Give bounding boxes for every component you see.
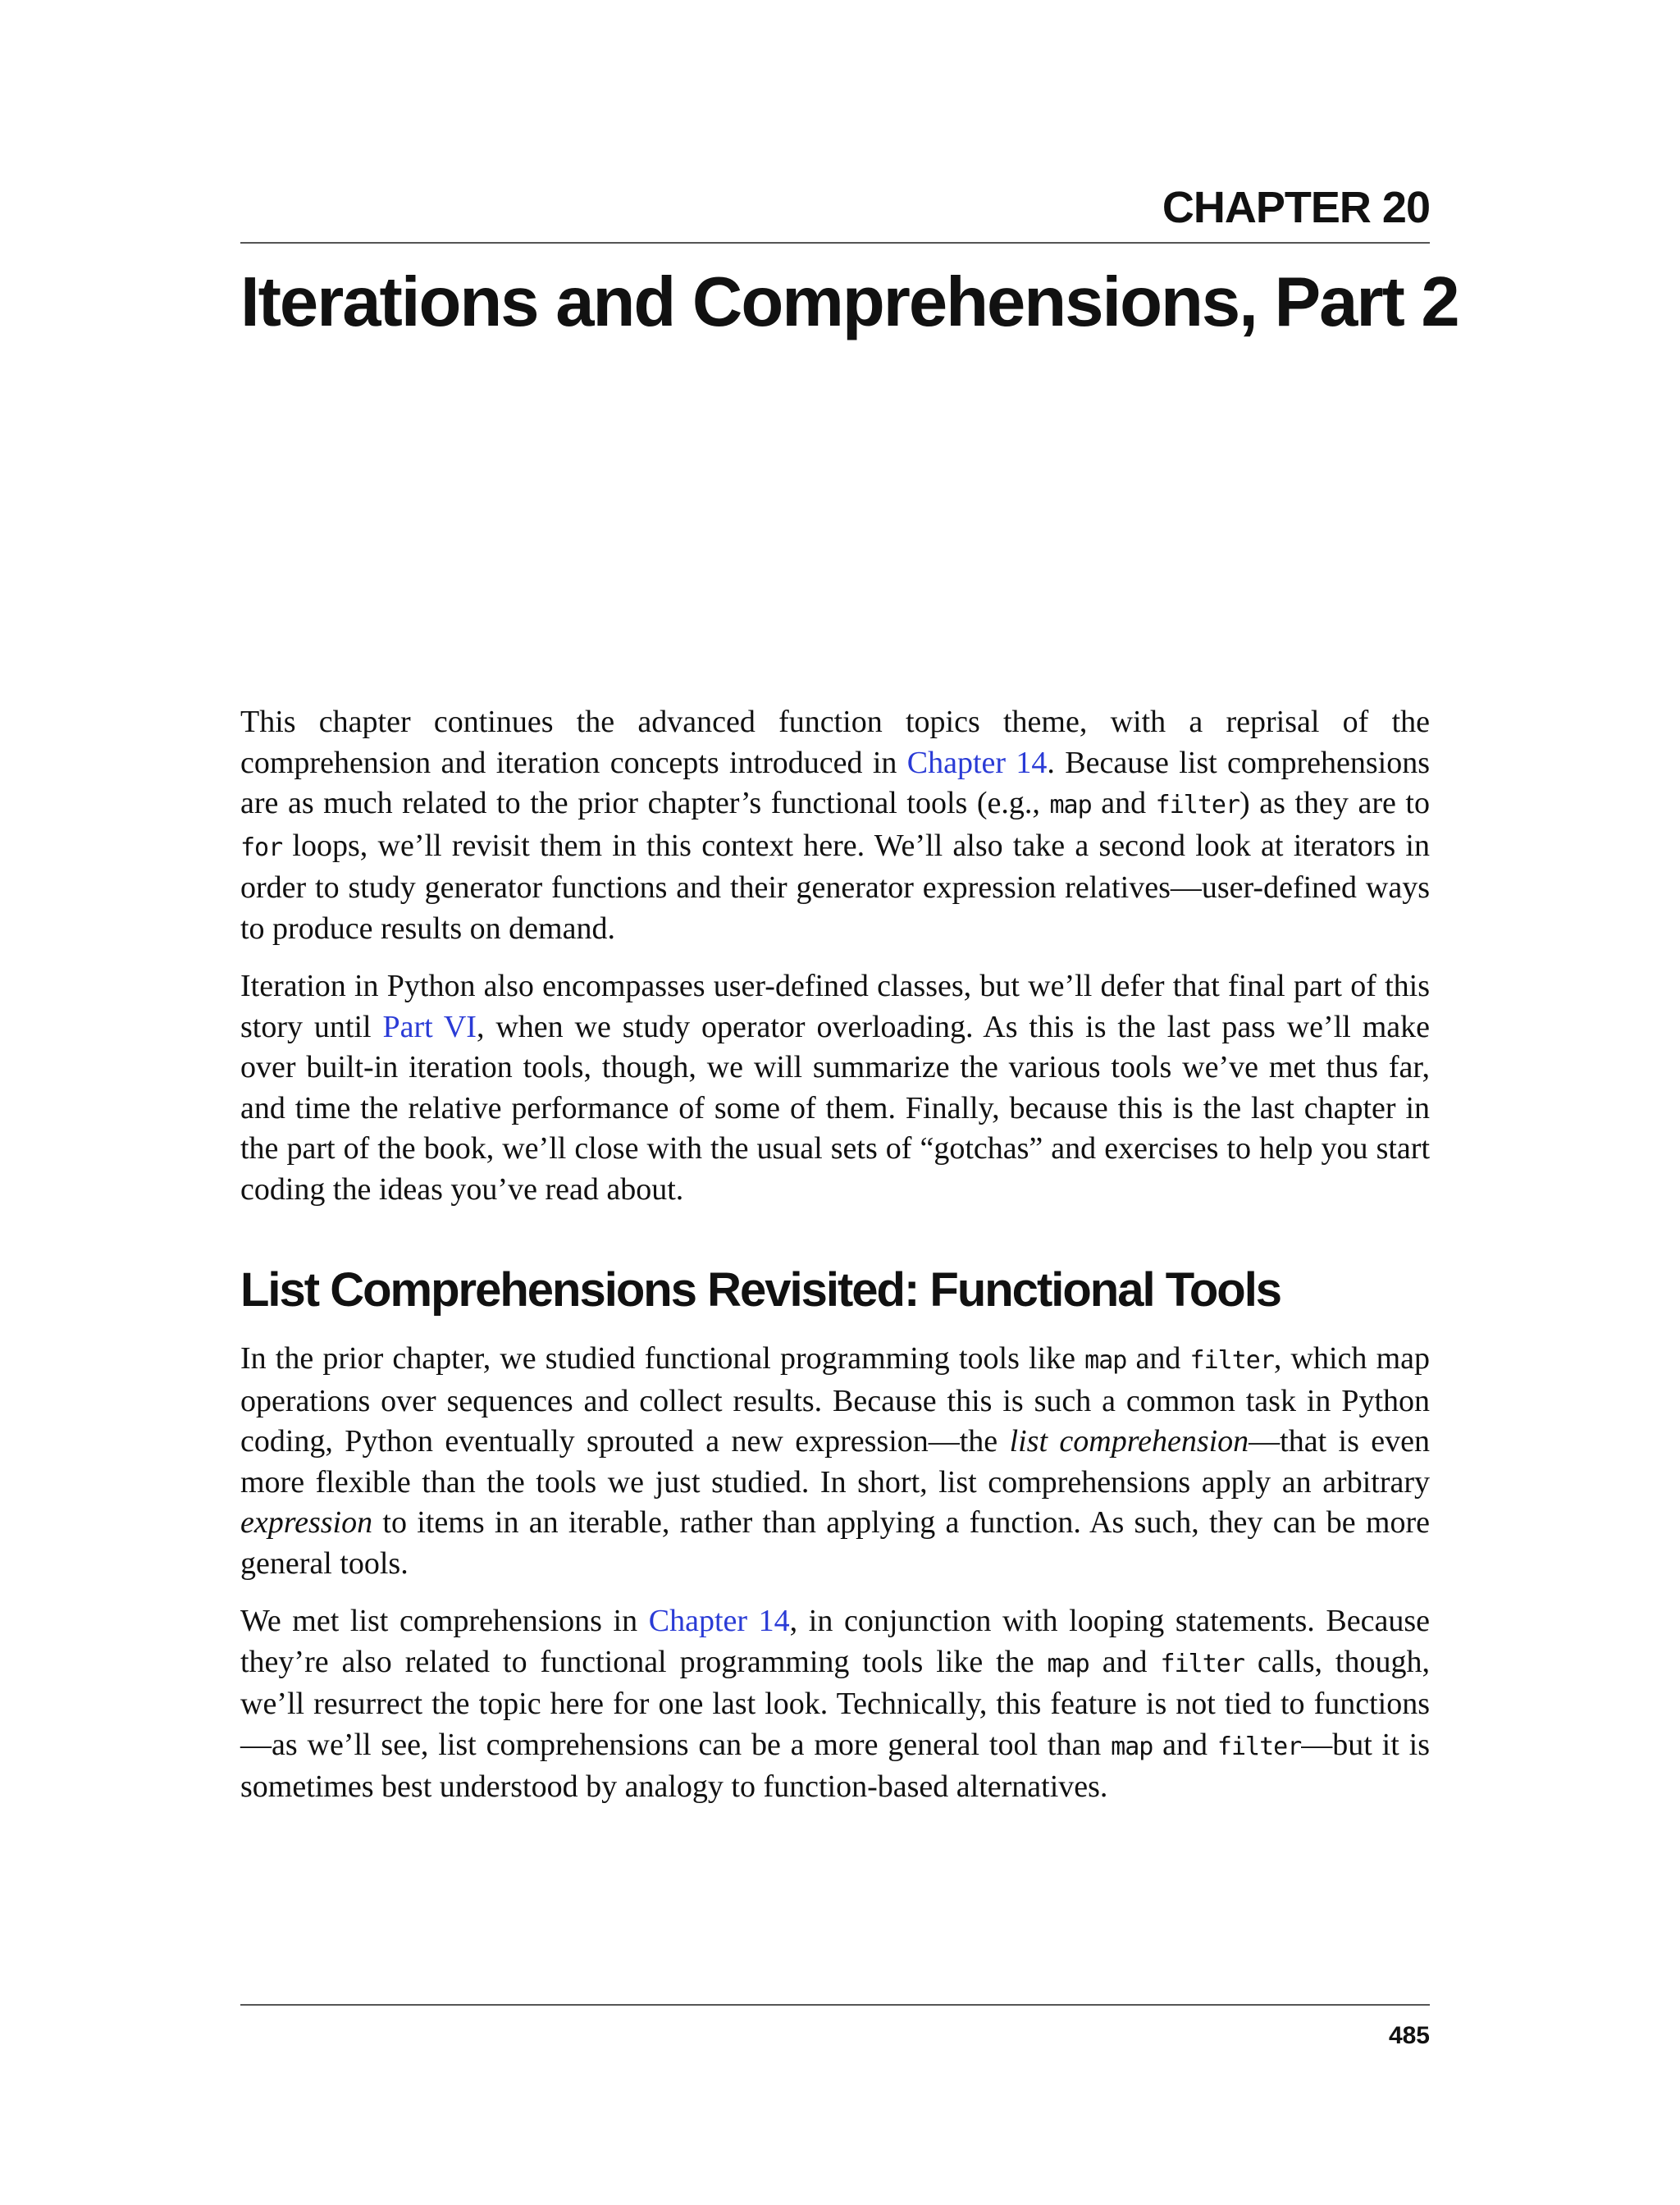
text-span: —but it is sometimes best understood by analogy to function-based alternatives.	[240, 1727, 1430, 1804]
code-for: for	[240, 833, 283, 862]
header-rule	[240, 242, 1430, 244]
text-span: , in conjunction with looping statements. Because they’re also related to functional programming tools like the	[240, 1604, 1431, 1679]
text-span: and	[1126, 1341, 1190, 1376]
chapter-title: Iterations and Comprehensions, Part 2	[240, 263, 1459, 341]
code-filter: filter	[1217, 1732, 1302, 1761]
section-heading: List Comprehensions Revisited: Functional Tools	[240, 1263, 1281, 1317]
chapter-label: CHAPTER 20	[1162, 183, 1430, 232]
code-filter: filter	[1155, 791, 1240, 819]
text-span: . Because list comprehensions are as much related to the prior chapter’s functional tools (e.g.,	[240, 745, 1430, 820]
code-map: map	[1047, 1649, 1089, 1678]
code-filter: filter	[1160, 1649, 1244, 1678]
page-number: 485	[1388, 2022, 1430, 2049]
text-span: , which map operations over sequences and collect results. Because this is such a common task in Python coding, Python eventually sprouted a new expression—the	[240, 1341, 1431, 1459]
intro-paragraph-1	[240, 702, 1430, 949]
part-vi-link[interactable]: Part VI	[382, 1009, 477, 1044]
text-span: —that is even more flexible than the tools we just studied. In short, list comprehensions apply an arbitrary	[240, 1424, 1430, 1500]
text-span: In the prior chapter, we studied functional programming tools like	[240, 1341, 1085, 1376]
text-span: and	[1089, 1644, 1161, 1679]
emphasis-expression: expression	[240, 1505, 373, 1540]
code-map: map	[1111, 1732, 1153, 1761]
text-span: Iteration in Python also encompasses user-defined classes, but we’ll defer that final part of this story until	[240, 969, 1430, 1044]
intro-paragraph-2	[240, 966, 1430, 1210]
text-span: and	[1153, 1727, 1217, 1762]
section-paragraph-1	[240, 1339, 1430, 1584]
chapter-14-link[interactable]: Chapter 14	[648, 1604, 790, 1638]
section-paragraph-2	[240, 1601, 1430, 1808]
emphasis-list-comprehension: list comprehension	[1009, 1424, 1249, 1459]
text-span: and	[1091, 786, 1156, 820]
text-span: , when we study operator overloading. As this is the last pass we’ll make over built-in iteration tools, though, we will summarize the various tools we’ve met thus far, and time the relative performance of some of them. Finally, because this is the last chapter in the part of the book, we’ll close with the usual sets of “gotchas” and exercises to help you start coding the ideas you’ve read about.	[240, 1009, 1430, 1207]
code-map: map	[1084, 1346, 1127, 1375]
text-span: ) as they are to	[1239, 786, 1430, 820]
chapter-14-link[interactable]: Chapter 14	[906, 745, 1048, 780]
text-span: to items in an iterable, rather than applying a function. As such, they can be more general tools.	[240, 1505, 1430, 1581]
text-span: This chapter continues the advanced function topics theme, with a reprisal of the comprehension and iteration concepts introduced in	[240, 705, 1430, 780]
section-text	[240, 1339, 1430, 1825]
text-span: loops, we’ll revisit them in this context here. We’ll also take a second look at iterators in order to study generator functions and their generator expression relatives—user-defined ways to produce results on demand.	[240, 828, 1430, 946]
text-span: calls, though, we’ll resurrect the topic here for one last look. Technically, this feature is not tied to functions—as we’ll see, list comprehensions can be a more general tool than	[240, 1644, 1430, 1762]
text-span: We met list comprehensions in	[240, 1604, 649, 1638]
intro-text	[240, 702, 1430, 1227]
code-map: map	[1049, 791, 1092, 819]
code-filter: filter	[1189, 1346, 1274, 1375]
footer-rule	[240, 2004, 1430, 2006]
